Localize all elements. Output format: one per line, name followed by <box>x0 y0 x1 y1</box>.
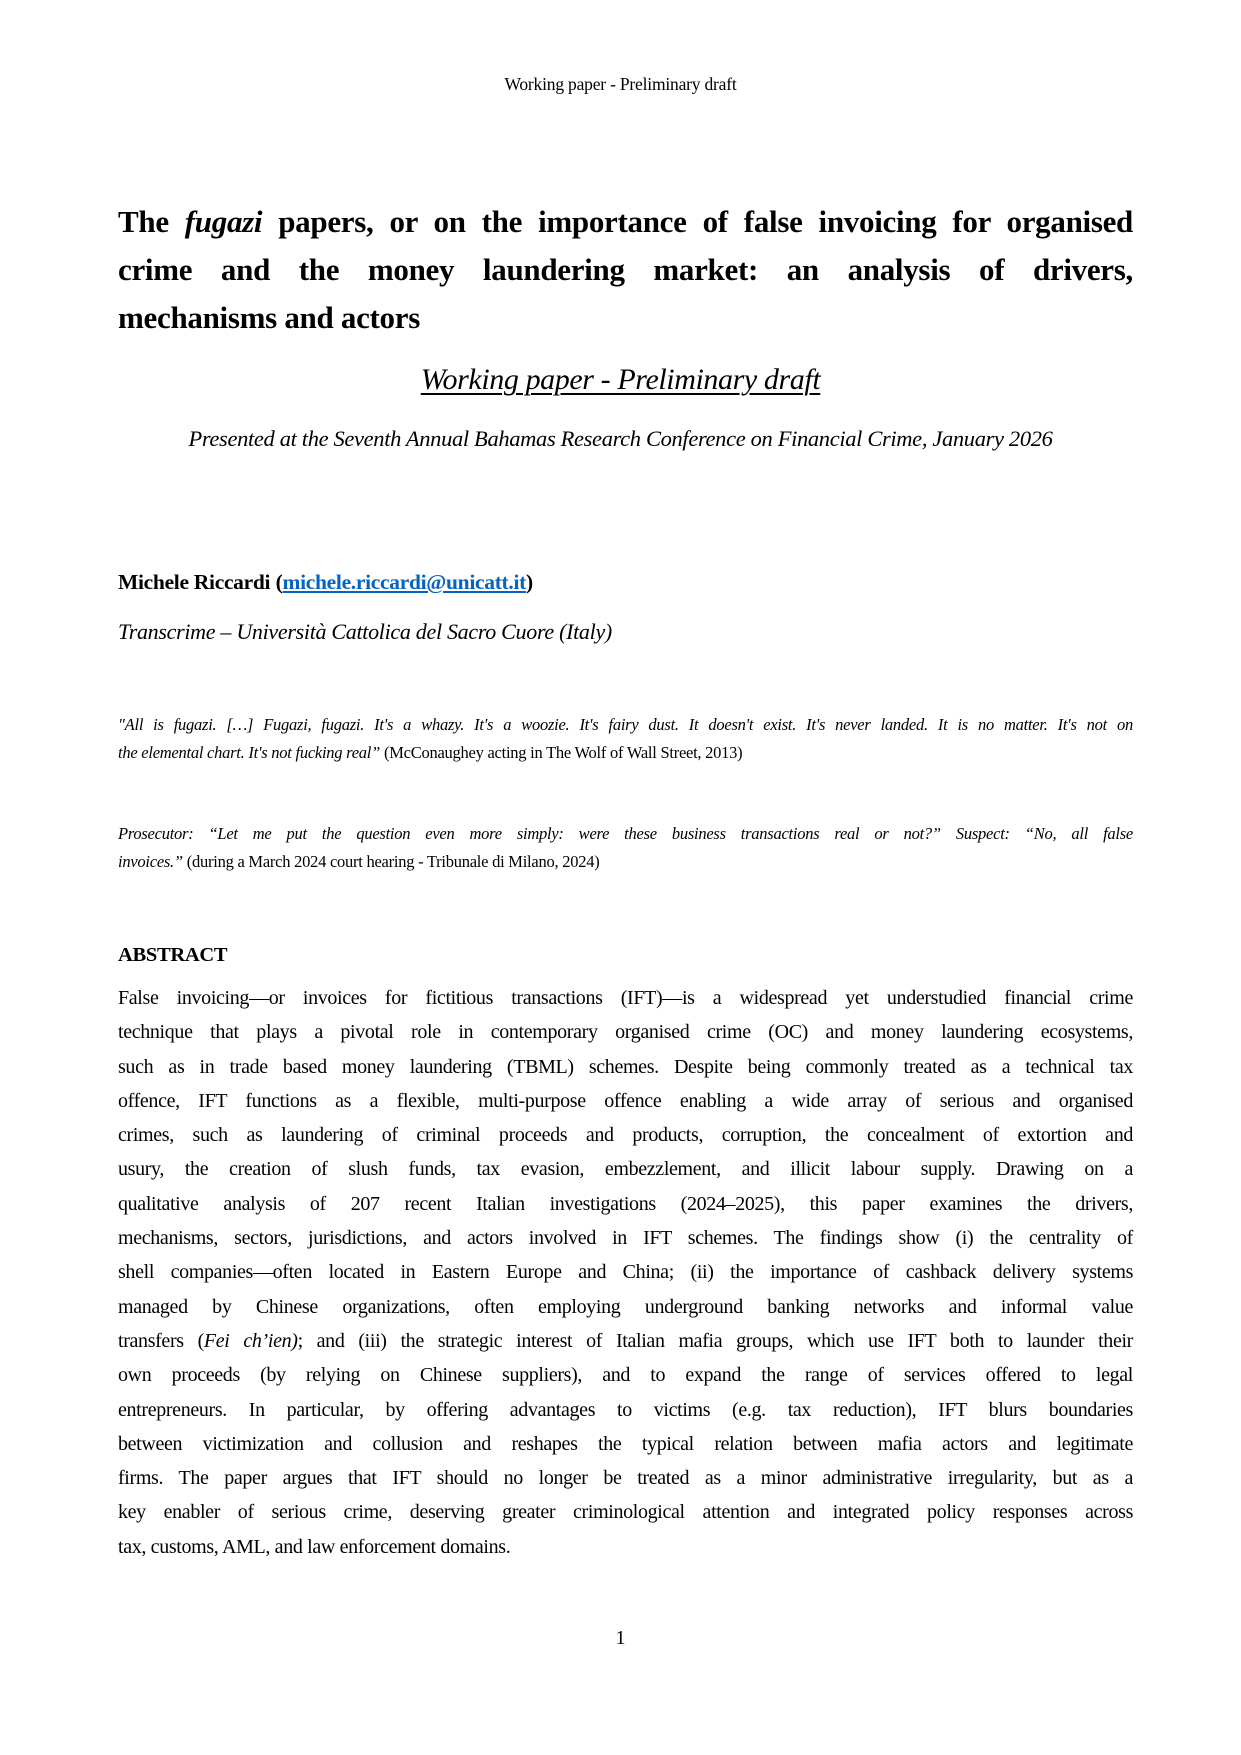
paper-title <box>118 198 1133 342</box>
page-number: 1 <box>615 1627 626 1649</box>
abstract-line: tax, customs, AML, and law enforcement domains. <box>118 1535 511 1558</box>
abstract-body <box>118 981 1133 1564</box>
title-italic-fugazi: fugazi <box>184 204 263 239</box>
abstract-line: technique that plays a pivotal role in contemporary organised crime (OC) and money laundering ecosystems, <box>118 1021 1133 1044</box>
author-affiliation: Transcrime – Università Cattolica del Sacro Cuore (Italy) <box>118 619 612 644</box>
title-line-1 <box>118 198 1133 246</box>
abstract-line: own proceeds (by relying on Chinese suppliers), and to expand the range of services offered to legal <box>118 1364 1133 1387</box>
title-line-2: crime and the money laundering market: an analysis of drivers, <box>118 252 1133 287</box>
epigraph-2-line-2 <box>118 848 1133 876</box>
abstract-line: such as in trade based money laundering (TBML) schemes. Despite being commonly treated as a technical tax <box>118 1055 1133 1078</box>
epigraph-2 <box>118 820 1133 876</box>
epigraph-1-line-1: "All is fugazi. […] Fugazi, fugazi. It's a whazy. It's a woozie. It's fairy dust. It doesn't exist. It's never landed. It is no matter. It's not on <box>118 715 1133 734</box>
subtitle-text: Working paper - Preliminary draft <box>420 363 821 396</box>
epigraph-1-quote-end: the elemental chart. It's not fucking real” <box>118 743 381 762</box>
epigraph-2-quote-end: invoices.” <box>118 852 183 871</box>
epigraph-1-line-2 <box>118 739 1133 767</box>
running-header: Working paper - Preliminary draft <box>504 74 737 94</box>
epigraph-2-source: (during a March 2024 court hearing - Tribunale di Milano, 2024) <box>186 852 600 871</box>
epigraph-1-source: (McConaughey acting in The Wolf of Wall Street, 2013) <box>383 743 743 762</box>
author-name: Michele Riccardi <box>118 570 271 594</box>
abstract-line: between victimization and collusion and reshapes the typical relation between mafia actors and legitimate <box>118 1432 1133 1455</box>
abstract-italic-fei-chien: Fei ch’ien) <box>203 1329 298 1352</box>
abstract-line <box>118 1324 1133 1358</box>
conference-note: Presented at the Seventh Annual Bahamas Research Conference on Financial Crime, January 2026 <box>188 426 1053 451</box>
epigraph-1 <box>118 711 1133 767</box>
abstract-line: firms. The paper argues that IFT should no longer be treated as a minor administrative irregularity, but as a <box>118 1467 1133 1490</box>
author-open-paren: ( <box>275 570 283 594</box>
abstract-line: shell companies—often located in Eastern Europe and China; (ii) the importance of cashback delivery systems <box>118 1261 1133 1284</box>
abstract-line: qualitative analysis of 207 recent Italian investigations (2024–2025), this paper examines the drivers, <box>118 1192 1133 1215</box>
epigraph-2-line-1: Prosecutor: “Let me put the question even more simply: were these business transactions real or not?” Suspect: “No, all false <box>118 824 1133 843</box>
title-line-1-rest: papers, or on the importance of false invoicing for organised <box>278 204 1133 239</box>
title-the: The <box>118 204 169 239</box>
abstract-line: managed by Chinese organizations, often employing underground banking networks and informal value <box>118 1295 1133 1318</box>
author-email-link[interactable]: michele.riccardi@unicatt.it <box>282 570 527 594</box>
abstract-line: False invoicing—or invoices for fictitious transactions (IFT)—is a widespread yet understudied financial crime <box>118 987 1133 1009</box>
abstract-line-11-after: ; and (iii) the strategic interest of Italian mafia groups, which use IFT both to launder their <box>297 1329 1133 1352</box>
paper-subtitle <box>0 360 1241 400</box>
abstract-line: mechanisms, sectors, jurisdictions, and actors involved in IFT schemes. The findings show (i) the centrality of <box>118 1227 1133 1250</box>
abstract-line: entrepreneurs. In particular, by offering advantages to victims (e.g. tax reduction), IFT blurs boundaries <box>118 1398 1133 1421</box>
abstract-line: key enabler of serious crime, deserving greater criminological attention and integrated policy responses across <box>118 1501 1133 1524</box>
abstract-line: crimes, such as laundering of criminal proceeds and products, corruption, the concealment of extortion and <box>118 1124 1133 1147</box>
abstract-line-11-before: transfers ( <box>118 1329 204 1352</box>
title-line-3: mechanisms and actors <box>118 300 420 335</box>
author-close-paren: ) <box>526 570 533 594</box>
author-line <box>118 567 1133 597</box>
abstract-line: offence, IFT functions as a flexible, multi-purpose offence enabling a wide array of serious and organised <box>118 1089 1133 1112</box>
abstract-heading: ABSTRACT <box>118 944 228 966</box>
abstract-line: usury, the creation of slush funds, tax evasion, embezzlement, and illicit labour supply. Drawing on a <box>118 1158 1133 1181</box>
